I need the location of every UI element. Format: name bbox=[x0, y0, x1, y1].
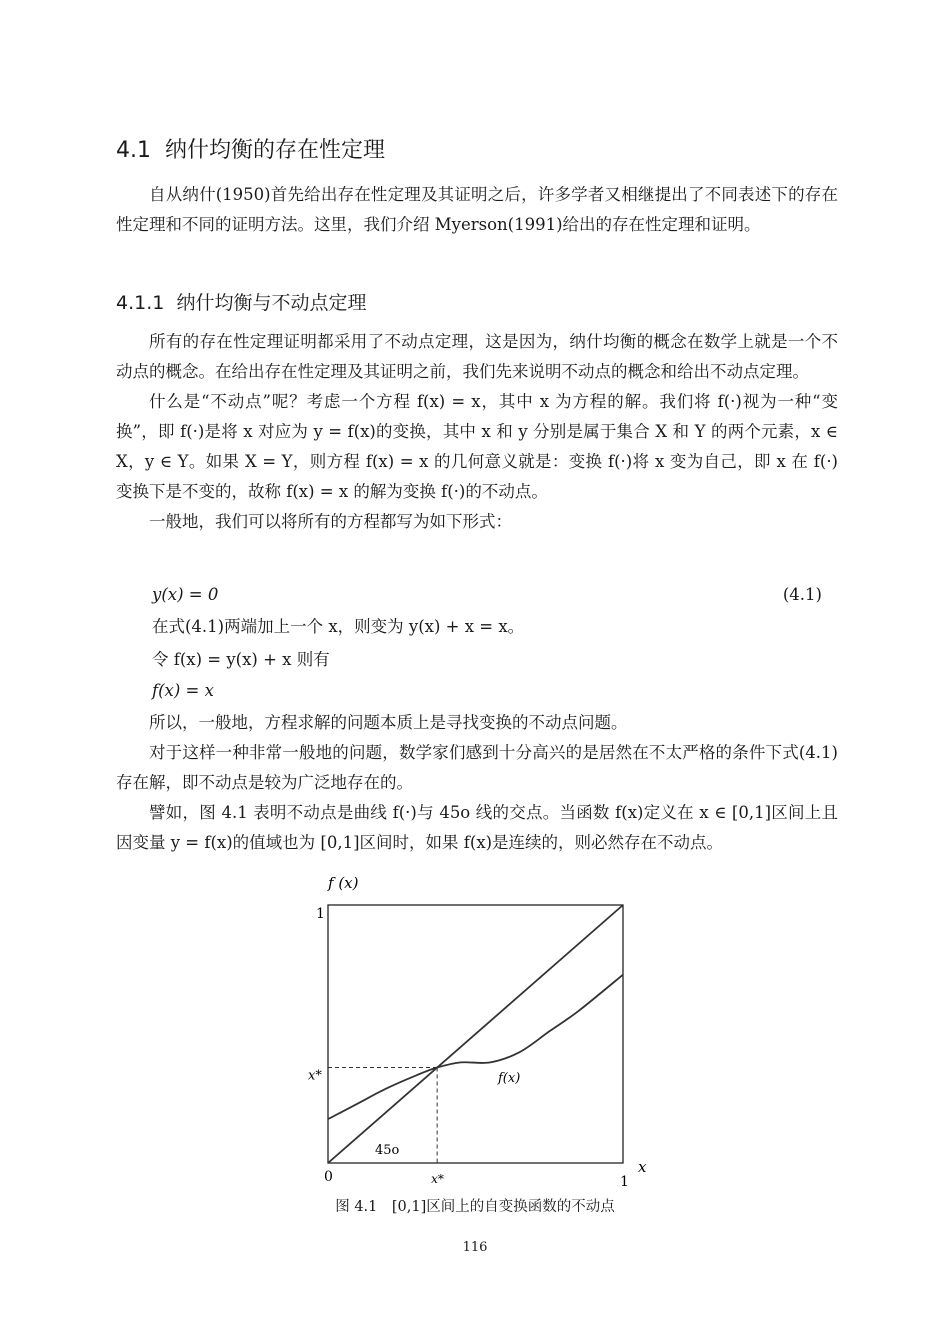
paragraph-general-form: 一般地，我们可以将所有的方程都写为如下形式： bbox=[149, 512, 512, 531]
section-number: 4.1 bbox=[116, 138, 151, 163]
line-45-degree bbox=[328, 905, 623, 1163]
subsection-number: 4.1.1 bbox=[116, 292, 165, 314]
angle-label: 45ο bbox=[375, 1143, 400, 1158]
x-tick-xstar: x* bbox=[431, 1172, 444, 1186]
x-tick-0: 0 bbox=[324, 1169, 333, 1185]
section-heading bbox=[116, 133, 385, 164]
intro-paragraph: 自从纳什(1950)首先给出存在性定理及其证明之后，许多学者又相继提出了不同表述下的存在性定理和不同的证明方法。这里，我们介绍 Myerson(1991)给出的存在性定理和证明。 bbox=[116, 185, 838, 234]
subsection-heading bbox=[116, 288, 366, 315]
intro-block bbox=[116, 180, 838, 240]
y-tick-xstar: x* bbox=[308, 1068, 322, 1084]
paragraph-definition-context: 所有的存在性定理证明都采用了不动点定理，这是因为，纳什均衡的概念在数学上就是一个不动点的概念。在给出存在性定理及其证明之前，我们先来说明不动点的概念和给出不动点定理。 bbox=[116, 332, 838, 381]
paragraph-existence: 对于这样一种非常一般地的问题，数学家们感到十分高兴的是居然在不太严格的条件下式(4.1)存在解，即不动点是较为广泛地存在的。 bbox=[116, 743, 838, 792]
y-axis-label: f (x) bbox=[328, 874, 359, 892]
x-tick-1: 1 bbox=[620, 1174, 629, 1190]
paragraph-example: 譬如，图 4.1 表明不动点是曲线 f(·)与 45ο 线的交点。当函数 f(x)定义在 x ∈ [0,1]区间上且因变量 y = f(x)的值域也为 [0,1]区间时，如果 f(x)是连续的，则必然存在不动点。 bbox=[116, 803, 838, 852]
equation-4-1: y(x) = 0 bbox=[152, 585, 219, 604]
paragraph-essence: 所以，一般地，方程求解的问题本质上是寻找变换的不动点问题。 bbox=[149, 713, 628, 732]
section-title: 纳什均衡的存在性定理 bbox=[165, 138, 386, 163]
page-number: 116 bbox=[462, 1240, 488, 1255]
x-axis-label: x bbox=[638, 1158, 647, 1176]
y-tick-1: 1 bbox=[316, 906, 325, 922]
figure-caption: 图 4.1 [0,1]区间上的自变换函数的不动点 bbox=[335, 1199, 615, 1215]
curve-label: f(x) bbox=[498, 1071, 521, 1086]
paragraph-let-f: 令 f(x) = y(x) + x 则有 bbox=[152, 650, 330, 669]
equation-number: (4.1) bbox=[782, 585, 822, 604]
paragraph-add-x: 在式(4.1)两端加上一个 x，则变为 y(x) + x = x。 bbox=[152, 617, 525, 636]
body-block-2 bbox=[116, 708, 838, 858]
equation-fixed: f(x) = x bbox=[152, 681, 214, 700]
curve-fx bbox=[328, 975, 623, 1119]
body-block-1 bbox=[116, 327, 838, 537]
figure-4-1-chart bbox=[290, 868, 670, 1198]
subsection-title: 纳什均衡与不动点定理 bbox=[176, 292, 367, 314]
paragraph-fixed-point: 什么是“不动点”呢？考虑一个方程 f(x) = x，其中 x 为方程的解。我们将 f(·)视为一种“变换”，即 f(·)是将 x 对应为 y = f(x)的变换，其中 x 和 y 分别是属于集合 X 和 Y 的两个元素，x ∈ X，y ∈ Y。如果 X = Y，则方程 f(x) = x 的几何意义就是：变换 f(·)将 x 变为自己，即 x 在 f(·)变换下是不变的，故称 f(x) = x 的解为变换 f(·)的不动点。 bbox=[116, 392, 838, 501]
